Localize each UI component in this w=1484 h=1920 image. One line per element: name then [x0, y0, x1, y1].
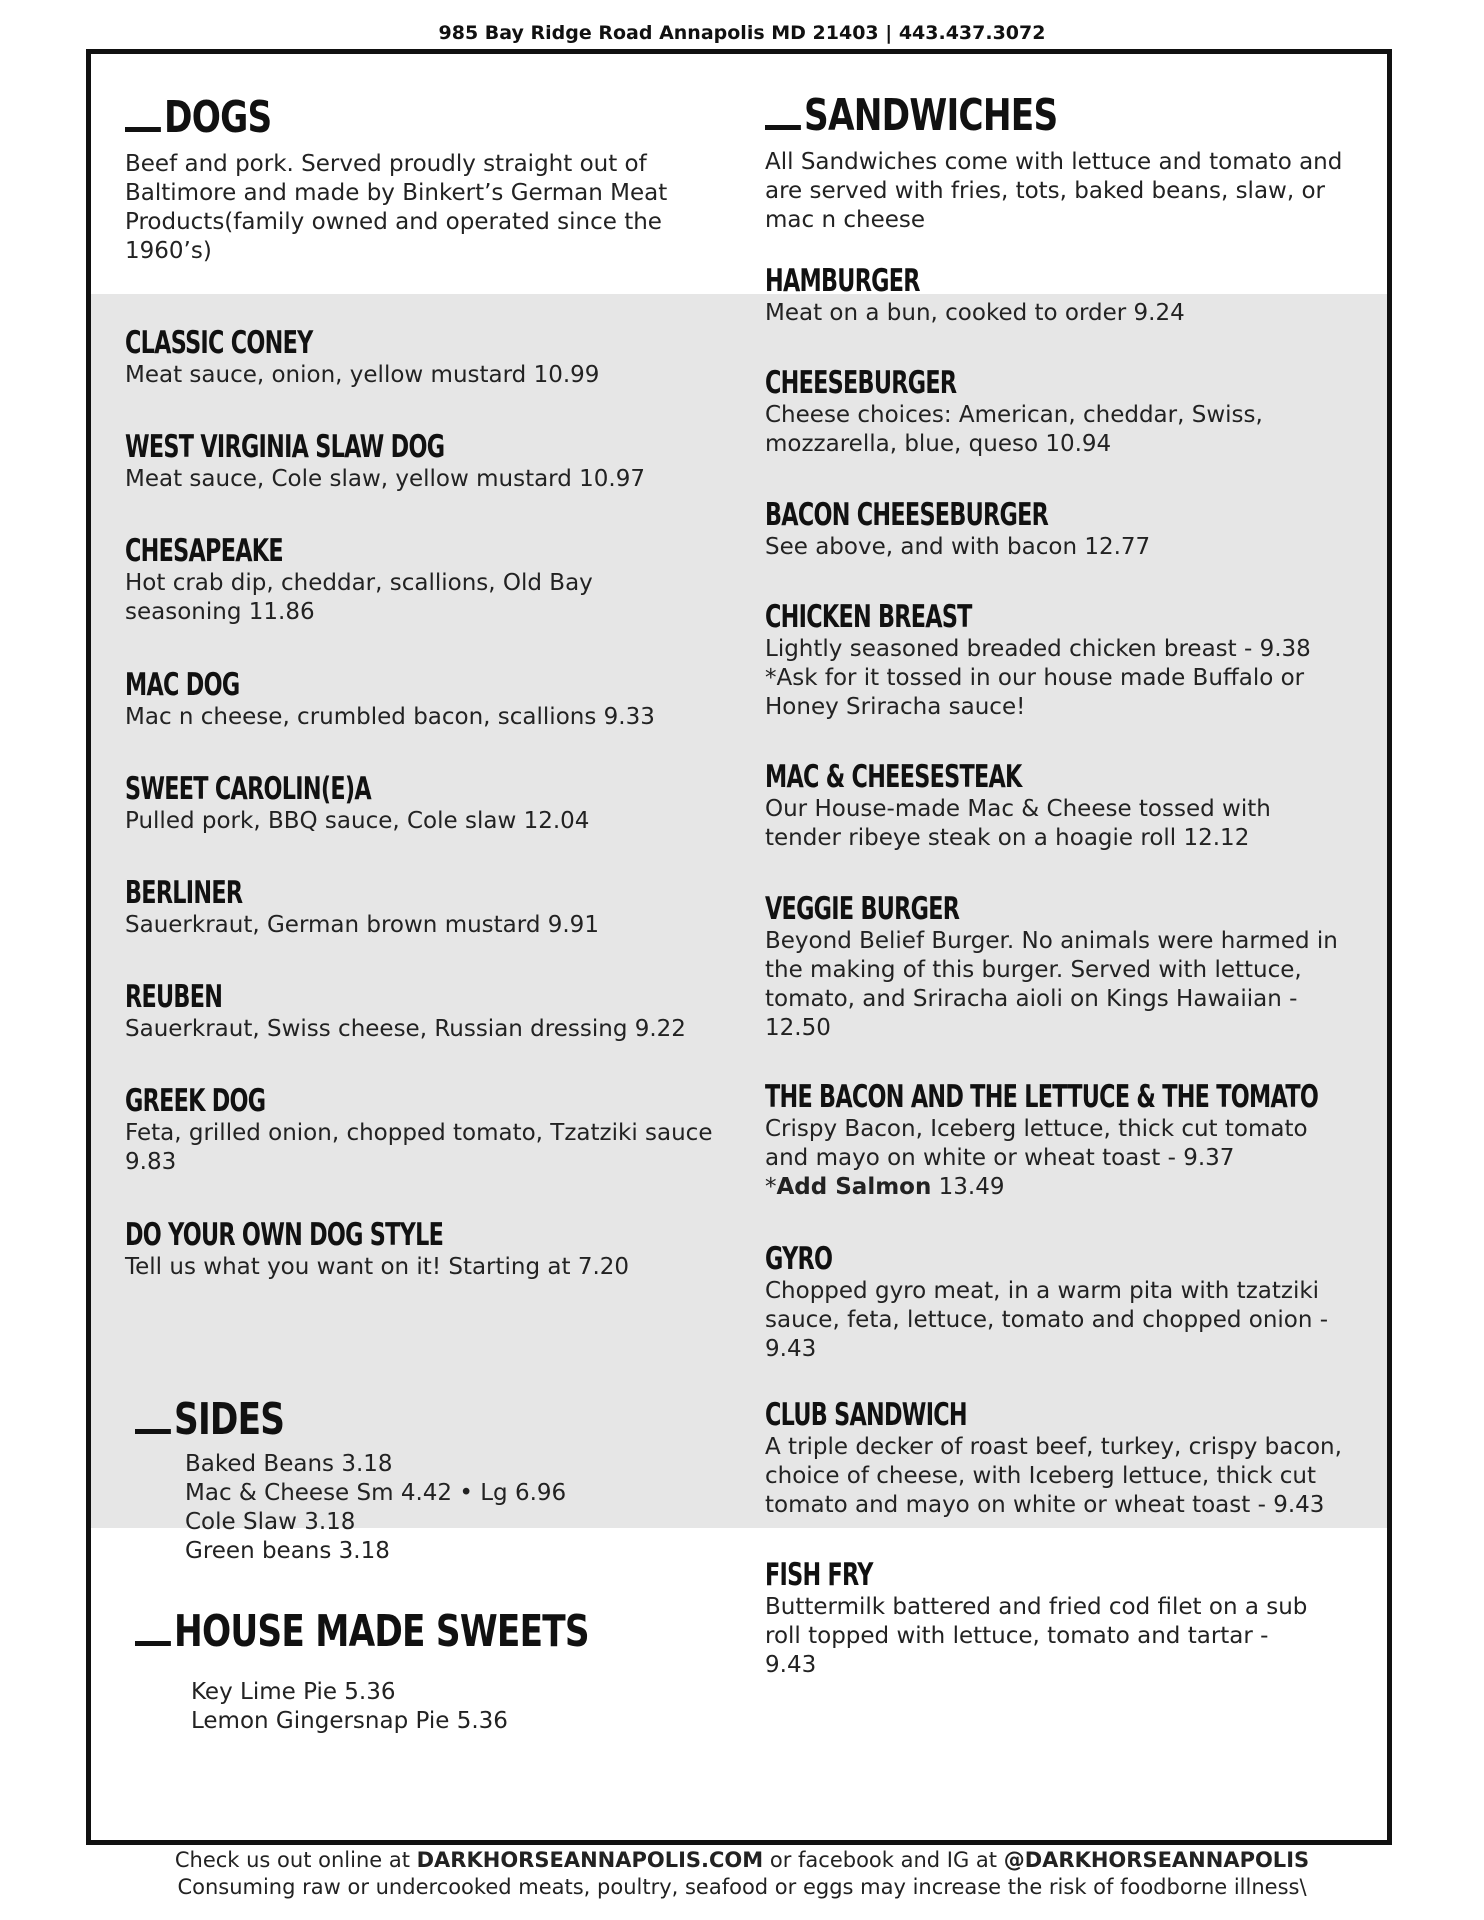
menu-item [125, 876, 725, 940]
list-item: Key Lime Pie 5.36 [191, 1679, 396, 1705]
item-name: GREEK DOG [125, 1083, 266, 1119]
item-desc: Feta, grilled onion, chopped tomato, Tzatziki sauce 9.83 [125, 1120, 713, 1175]
sides-title: SIDES [174, 1394, 285, 1445]
item-desc: Mac n cheese, crumbled bacon, scallions 9.33 [125, 704, 655, 730]
item-desc: See above, and with bacon 12.77 [765, 534, 1151, 560]
sweets-heading [135, 1606, 589, 1657]
item-name: CHESAPEAKE [125, 533, 283, 569]
menu-item [765, 1080, 1365, 1202]
list-item: Baked Beans 3.18 [185, 1451, 393, 1477]
footer [0, 1847, 1484, 1901]
item-desc-text: Crispy Bacon, Iceberg lettuce, thick cut tomato and mayo on white or wheat toast - 9.37 [765, 1116, 1308, 1171]
list-item: Mac & Cheese Sm 4.42 • Lg 6.96 [185, 1480, 567, 1506]
menu-item [125, 980, 725, 1044]
social-handle: @DARKHORSEANNAPOLIS [1003, 1848, 1310, 1872]
menu-item [765, 264, 1365, 328]
item-name: THE BACON AND THE LETTUCE & THE TOMATO [765, 1079, 1319, 1115]
item-name: WEST VIRGINIA SLAW DOG [125, 429, 445, 465]
sandwiches-title: SANDWICHES [804, 90, 1058, 141]
menu-item [125, 668, 725, 732]
item-name: SWEET CAROLIN(E)A [125, 771, 371, 807]
item-name: DO YOUR OWN DOG STYLE [125, 1217, 444, 1253]
item-name: VEGGIE BURGER [765, 891, 960, 927]
item-name: CLASSIC CONEY [125, 325, 313, 361]
addon-label: Add Salmon [776, 1174, 932, 1200]
item-desc: Cheese choices: American, cheddar, Swiss, mozzarella, blue, queso 10.94 [765, 402, 1263, 457]
item-name: BERLINER [125, 875, 243, 911]
item-desc: Sauerkraut, Swiss cheese, Russian dressing 9.22 [125, 1016, 686, 1042]
item-name: GYRO [765, 1241, 833, 1277]
menu-item [125, 534, 725, 627]
item-desc: Sauerkraut, German brown mustard 9.91 [125, 912, 599, 938]
item-desc: Tell us what you want on it! Starting at 7.20 [125, 1254, 630, 1280]
website-link[interactable]: DARKHORSEANNAPOLIS.COM [416, 1848, 764, 1872]
item-desc: Meat sauce, Cole slaw, yellow mustard 10.97 [125, 466, 645, 492]
item-desc: A triple decker of roast beef, turkey, crispy bacon, choice of cheese, with Iceberg lettuce, thick cut tomato and mayo on white or wheat toast - 9.43 [765, 1434, 1342, 1518]
item-desc: Chopped gyro meat, in a warm pita with tzatziki sauce, feta, lettuce, tomato and chopped onion - 9.43 [765, 1278, 1329, 1362]
item-desc: Hot crab dip, cheddar, scallions, Old Bay seasoning 11.86 [125, 570, 593, 625]
dogs-title: DOGS [164, 92, 272, 143]
item-name: BACON CHEESEBURGER [765, 497, 1049, 533]
heading-dash-icon [125, 127, 161, 132]
item-desc: Beyond Belief Burger. No animals were harmed in the making of this burger. Served with lettuce, tomato, and Sriracha aioli on Kings Hawaiian - 12.50 [765, 928, 1338, 1041]
menu-item [765, 1398, 1365, 1520]
menu-item [125, 772, 725, 836]
addon-price: 13.49 [931, 1174, 1005, 1200]
sweets-title: HOUSE MADE SWEETS [174, 1606, 589, 1657]
item-desc: Meat sauce, onion, yellow mustard 10.99 [125, 362, 600, 388]
menu-item [125, 1218, 725, 1282]
heading-dash-icon [135, 1641, 171, 1646]
sides-heading [135, 1394, 285, 1445]
menu-item [765, 600, 1365, 722]
item-desc: Pulled pork, BBQ sauce, Cole slaw 12.04 [125, 808, 590, 834]
dogs-intro: Beef and pork. Served proudly straight out of Baltimore and made by Binkert’s German Meat Products(family owned and operated since the 1960’s) [125, 151, 668, 264]
dogs-heading [125, 92, 272, 143]
list-item: Lemon Gingersnap Pie 5.36 [191, 1708, 508, 1734]
item-desc: Buttermilk battered and fried cod filet on a sub roll topped with lettuce, tomato and tartar - 9.43 [765, 1594, 1308, 1678]
item-desc [765, 1115, 1355, 1202]
sweets-list [191, 1678, 508, 1736]
item-desc: Our House-made Mac & Cheese tossed with tender ribeye steak on a hoagie roll 12.12 [765, 796, 1271, 851]
header-address: 985 Bay Ridge Road Annapolis MD 21403 | 443.437.3072 [438, 22, 1046, 44]
sandwiches-heading [765, 90, 1058, 141]
heading-dash-icon [765, 125, 801, 130]
menu-item [765, 760, 1365, 853]
menu-item [765, 1558, 1365, 1680]
item-name: CHICKEN BREAST [765, 599, 972, 635]
item-name: MAC DOG [125, 667, 240, 703]
heading-dash-icon [135, 1429, 171, 1434]
item-name: HAMBURGER [765, 263, 920, 299]
list-item: Green beans 3.18 [185, 1538, 390, 1564]
sandwiches-intro: All Sandwiches come with lettuce and tomato and are served with fries, tots, baked beans, slaw, or mac n cheese [765, 149, 1343, 233]
menu-item [765, 498, 1365, 562]
menu-item [125, 430, 725, 494]
item-desc: Meat on a bun, cooked to order 9.24 [765, 300, 1185, 326]
item-name: REUBEN [125, 979, 223, 1015]
menu-item [765, 366, 1365, 459]
footer-text: Check us out online at [174, 1848, 417, 1872]
menu-item [125, 326, 725, 390]
menu-item [765, 1242, 1365, 1364]
list-item: Cole Slaw 3.18 [185, 1509, 356, 1535]
menu-item [125, 1084, 725, 1177]
footer-line-2: Consuming raw or undercooked meats, poultry, seafood or eggs may increase the risk of foodborne illness\ [177, 1875, 1307, 1899]
footer-text: or facebook and IG at [763, 1848, 1004, 1872]
item-name: MAC & CHEESESTEAK [765, 759, 1022, 795]
menu-frame [86, 49, 1392, 1845]
menu-item [765, 892, 1365, 1043]
addon-prefix: * [765, 1174, 777, 1200]
item-desc: Lightly seasoned breaded chicken breast - 9.38 *Ask for it tossed in our house made Buffalo or Honey Sriracha sauce! [765, 636, 1311, 720]
item-name: CLUB SANDWICH [765, 1397, 967, 1433]
footer-line-1 [0, 1847, 1484, 1874]
item-name: FISH FRY [765, 1557, 873, 1593]
item-name: CHEESEBURGER [765, 365, 957, 401]
sides-list [185, 1450, 566, 1566]
